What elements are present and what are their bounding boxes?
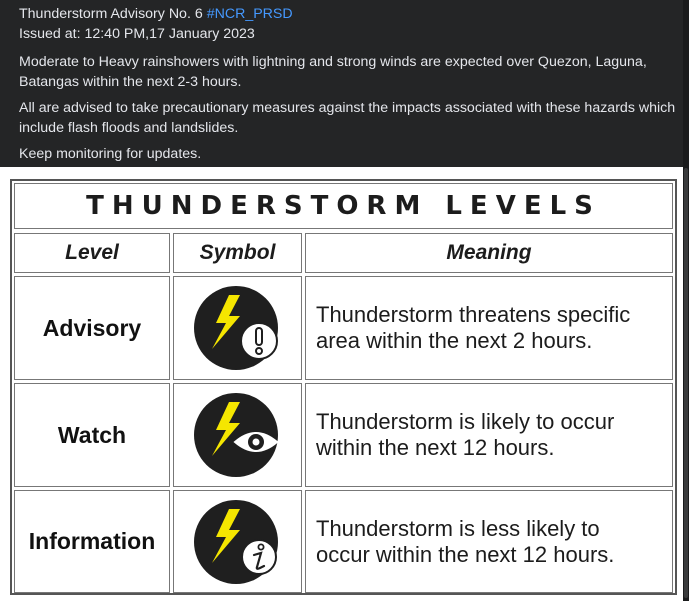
- meaning-information-line2: occur within the next 12 hours.: [316, 541, 615, 567]
- meaning-watch-line1: Thunderstorm is likely to occur: [316, 409, 615, 434]
- post-paragraph-3: [19, 144, 679, 164]
- issued-time: Issued at: 12:40 PM,17 January 2023: [19, 26, 255, 42]
- para2-line2: include flash floods and landslides.: [19, 120, 239, 136]
- scrollbar-thumb[interactable]: [684, 168, 688, 598]
- header-level: Level: [14, 233, 170, 273]
- level-advisory: Advisory: [14, 276, 170, 380]
- post-body: [19, 4, 679, 164]
- header-meaning: Meaning: [305, 233, 673, 273]
- symbol-information-cell: [173, 490, 302, 593]
- para3-line: Keep monitoring for updates.: [19, 146, 202, 162]
- meaning-information-line1: Thunderstorm is less likely to: [316, 515, 600, 541]
- advisory-thunderstorm-icon: [193, 283, 283, 373]
- header-symbol: Symbol: [173, 233, 302, 273]
- post-paragraph-2: [19, 98, 679, 138]
- level-watch: Watch: [14, 383, 170, 487]
- information-thunderstorm-icon: [193, 497, 283, 587]
- meaning-watch-line2: within the next 12 hours.: [316, 435, 555, 460]
- para1-line2: Batangas within the next 2-3 hours.: [19, 74, 242, 90]
- meaning-advisory: [305, 276, 673, 380]
- table-title: THUNDERSTORM LEVELS: [86, 191, 601, 221]
- thunderstorm-levels-table: [10, 179, 677, 595]
- para2-line1: All are advised to take precautionary measures against the impacts associated with these hazards which: [19, 100, 676, 116]
- para1-line1: Moderate to Heavy rainshowers with lightning and strong winds are expected over Quezon, Laguna,: [19, 54, 647, 70]
- meaning-watch: [305, 383, 673, 487]
- level-information: Information: [14, 490, 170, 593]
- post-title: Thunderstorm Advisory No. 6: [19, 6, 203, 22]
- post-paragraph-1: [19, 52, 679, 92]
- meaning-information: [305, 490, 673, 593]
- table-title-row: [14, 183, 673, 229]
- hashtag-link[interactable]: #NCR_PRSD: [206, 6, 293, 22]
- symbol-advisory-cell: [173, 276, 302, 380]
- watch-thunderstorm-icon: [193, 390, 283, 480]
- scrollbar-track[interactable]: [683, 0, 689, 601]
- symbol-watch-cell: [173, 383, 302, 487]
- meaning-advisory-line1: Thunderstorm threatens specific: [316, 302, 631, 327]
- post-image[interactable]: [0, 167, 683, 601]
- post-title-line: [19, 4, 679, 24]
- meaning-advisory-line2: area within the next 2 hours.: [316, 328, 593, 353]
